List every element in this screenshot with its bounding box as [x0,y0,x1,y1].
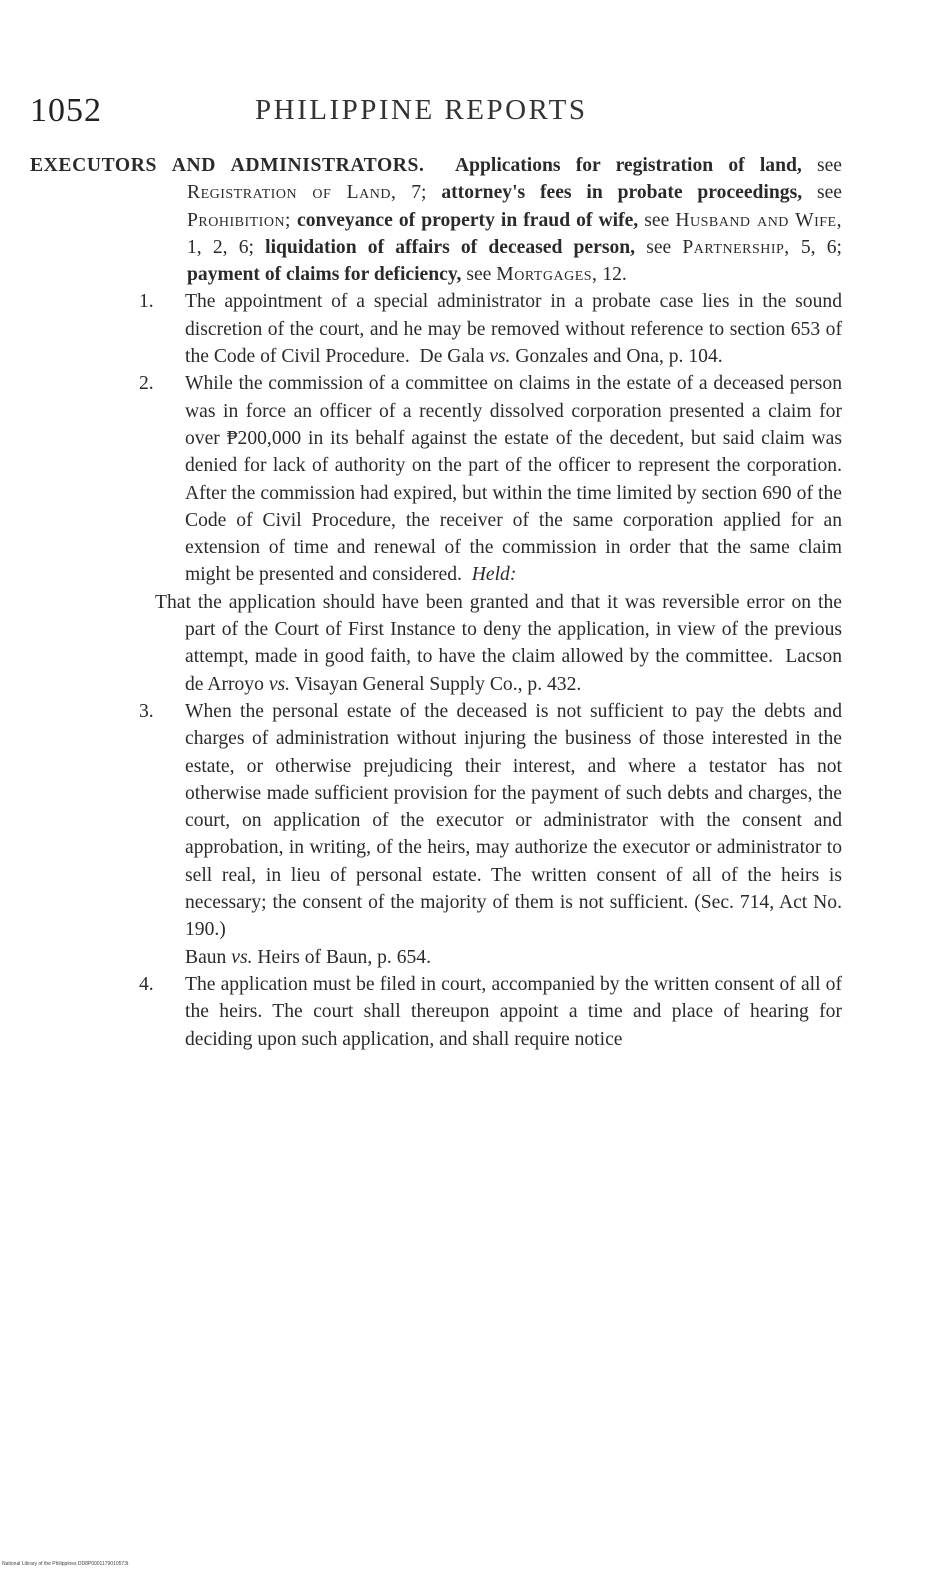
case-name: De Gala [419,346,485,368]
item-number: 3. [139,700,154,722]
index-body [30,152,842,1053]
syllabus-item-3 [30,698,842,971]
versus: vs. [268,673,291,695]
case-citation: Heirs of Baun, p. 654. [257,946,432,968]
syllabus-item-1 [30,288,842,370]
syllabus-item-2 [30,370,842,588]
case-citation: Gonzales and Ona, p. 104. [515,346,723,368]
entry-heading: EXECUTORS AND ADMINISTRATORS. [30,155,425,176]
item-number: 4. [139,973,154,995]
scan-footer: National Library of the Philippines DD8P0001179010573t [2,1561,129,1567]
crossref: attorney's fees in probate proceedings, see Prohibition; [187,182,842,231]
versus: vs. [231,946,253,968]
crossref: conveyance of property in fraud of wife, see Husband and Wife, 1, 2, 6; [187,209,842,258]
case-citation: Visayan General Supply Co., p. 432. [294,673,582,695]
item-number: 1. [139,291,154,313]
page-number: 1052 [30,92,102,129]
versus: vs. [489,346,511,368]
crossref: payment of claims for deficiency, see Mortgages, 12. [187,264,627,286]
item-text: The appointment of a special administrator in a probate case lies in the sound discretion of the court, and he may be removed without reference to section 653 of the Code of Civil Procedure. [185,291,842,368]
syllabus-item-4 [30,971,842,1053]
running-title: PHILIPPINE REPORTS [255,94,588,126]
crossref: Applications for registration of land, see Registration of Land, 7; [187,155,843,204]
held-paragraph [30,589,842,698]
crossref: liquidation of affairs of deceased person, see Partnership, 5, 6; [265,236,842,258]
item-text: When the personal estate of the deceased is not sufficient to pay the debts and charges of administration without injuring the business of those interested in the estate, or otherwise prejudicing their interest, and where a testator has not otherwise made sufficient provision for the payment of such debts and charges, the court, on application of the executor or administrator with the consent and approbation, in writing, of the heirs, may authorize the executor or administrator to sell real, in lieu of personal estate. The written consent of all of the heirs is necessary; the consent of the majority of them is not sufficient. (Sec. 714, Act No. 190.) [185,700,842,941]
entry-heading-paragraph [30,152,842,288]
case-name: Lacson de Arroyo [185,646,843,695]
item-number: 2. [139,373,154,395]
held-text: That the application should have been granted and that it was reversible error on the part of the Court of First Instance to deny the application, in view of the previous attempt, made in good faith, to have the claim allowed by the committee. [155,591,842,668]
case-name: Baun [185,946,227,968]
held-label: Held: [471,564,517,586]
item-text: The application must be filed in court, accompanied by the written consent of all of the heirs. The court shall thereupon appoint a time and place of hearing for deciding upon such application, and shall require notice [185,973,842,1050]
item-text: While the commission of a committee on claims in the estate of a deceased person was in force an officer of a recently dissolved corporation presented a claim for over ₱200,000 in its behalf against the estate of the decedent, but said claim was denied for lack of authority on the part of the officer to represent the corporation. After the commission had expired, but within the time limited by section 690 of the Code of Civil Procedure, the receiver of the same corporation applied for an extension of time and renewal of the commission in order that the same claim might be presented and considered. [185,373,842,586]
